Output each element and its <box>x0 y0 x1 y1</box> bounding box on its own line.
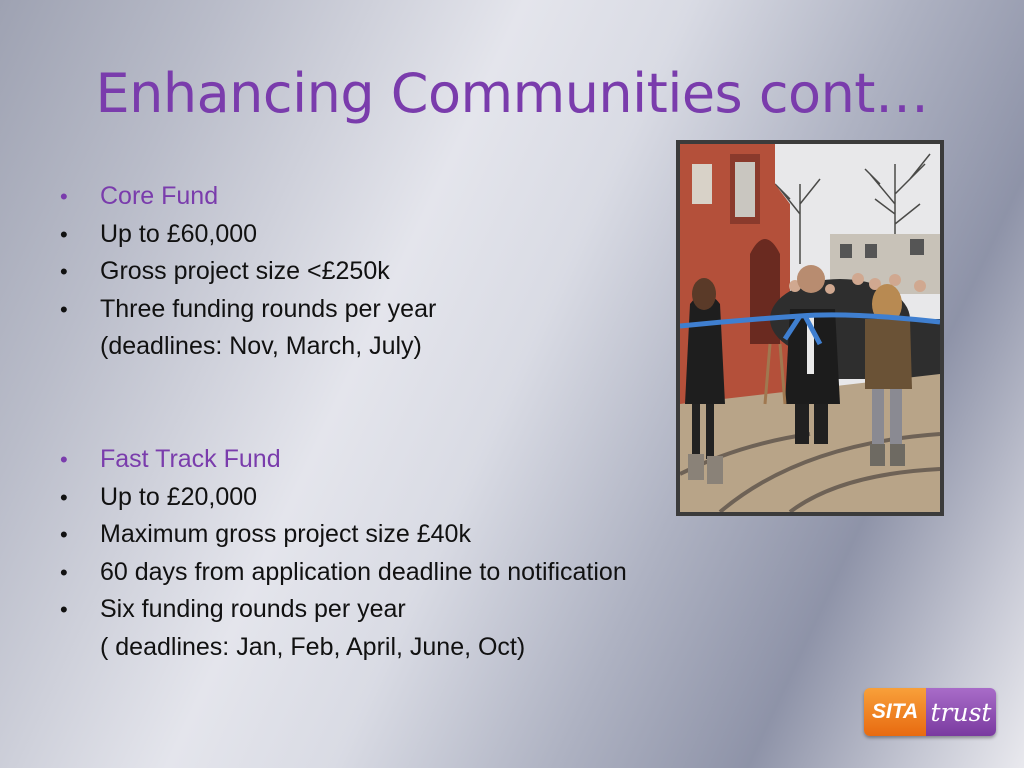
bullet-icon: • <box>60 447 68 472</box>
slide-title: Enhancing Communities cont… <box>95 62 929 125</box>
ribbon-cutting-illustration <box>680 144 940 512</box>
fast-track-fund-list <box>60 441 627 666</box>
core-fund-heading <box>60 178 436 216</box>
bullet-icon: • <box>60 184 68 209</box>
list-item <box>60 253 436 291</box>
bullet-icon: • <box>60 484 68 510</box>
list-item-text: Gross project size <£250k <box>100 257 390 285</box>
bullet-icon: • <box>60 559 68 585</box>
logo-sita-text: SITA <box>864 688 926 736</box>
list-item-continuation: (deadlines: Nov, March, July) <box>100 332 422 360</box>
list-item <box>60 591 627 666</box>
bullet-icon: • <box>60 259 68 284</box>
bullet-icon: • <box>60 597 68 622</box>
list-item <box>60 479 627 517</box>
list-item-text: Up to £60,000 <box>100 219 258 248</box>
bullet-icon: • <box>60 296 68 322</box>
list-item <box>60 554 627 592</box>
sita-trust-logo <box>864 688 996 736</box>
list-item <box>60 516 627 554</box>
logo-trust-text: trust <box>926 688 996 736</box>
list-item <box>60 216 436 254</box>
fast-track-fund-heading <box>60 441 627 479</box>
fast-track-fund-heading-text: Fast Track Fund <box>100 445 281 473</box>
ribbon-cutting-photo <box>676 140 944 516</box>
list-item-continuation: ( deadlines: Jan, Feb, April, June, Oct) <box>100 632 526 661</box>
list-item-text: Three funding rounds per year <box>100 294 437 323</box>
list-item-text: Maximum gross project size £40k <box>100 520 471 548</box>
list-item-text: Six funding rounds per year <box>100 595 406 623</box>
list-item-text: Up to £20,000 <box>100 482 258 511</box>
bullet-icon: • <box>60 522 68 547</box>
bullet-icon: • <box>60 221 68 247</box>
list-item-text: 60 days from application deadline to notification <box>100 557 627 586</box>
list-item <box>60 291 436 366</box>
core-fund-list <box>60 178 436 366</box>
core-fund-heading-text: Core Fund <box>100 182 219 210</box>
